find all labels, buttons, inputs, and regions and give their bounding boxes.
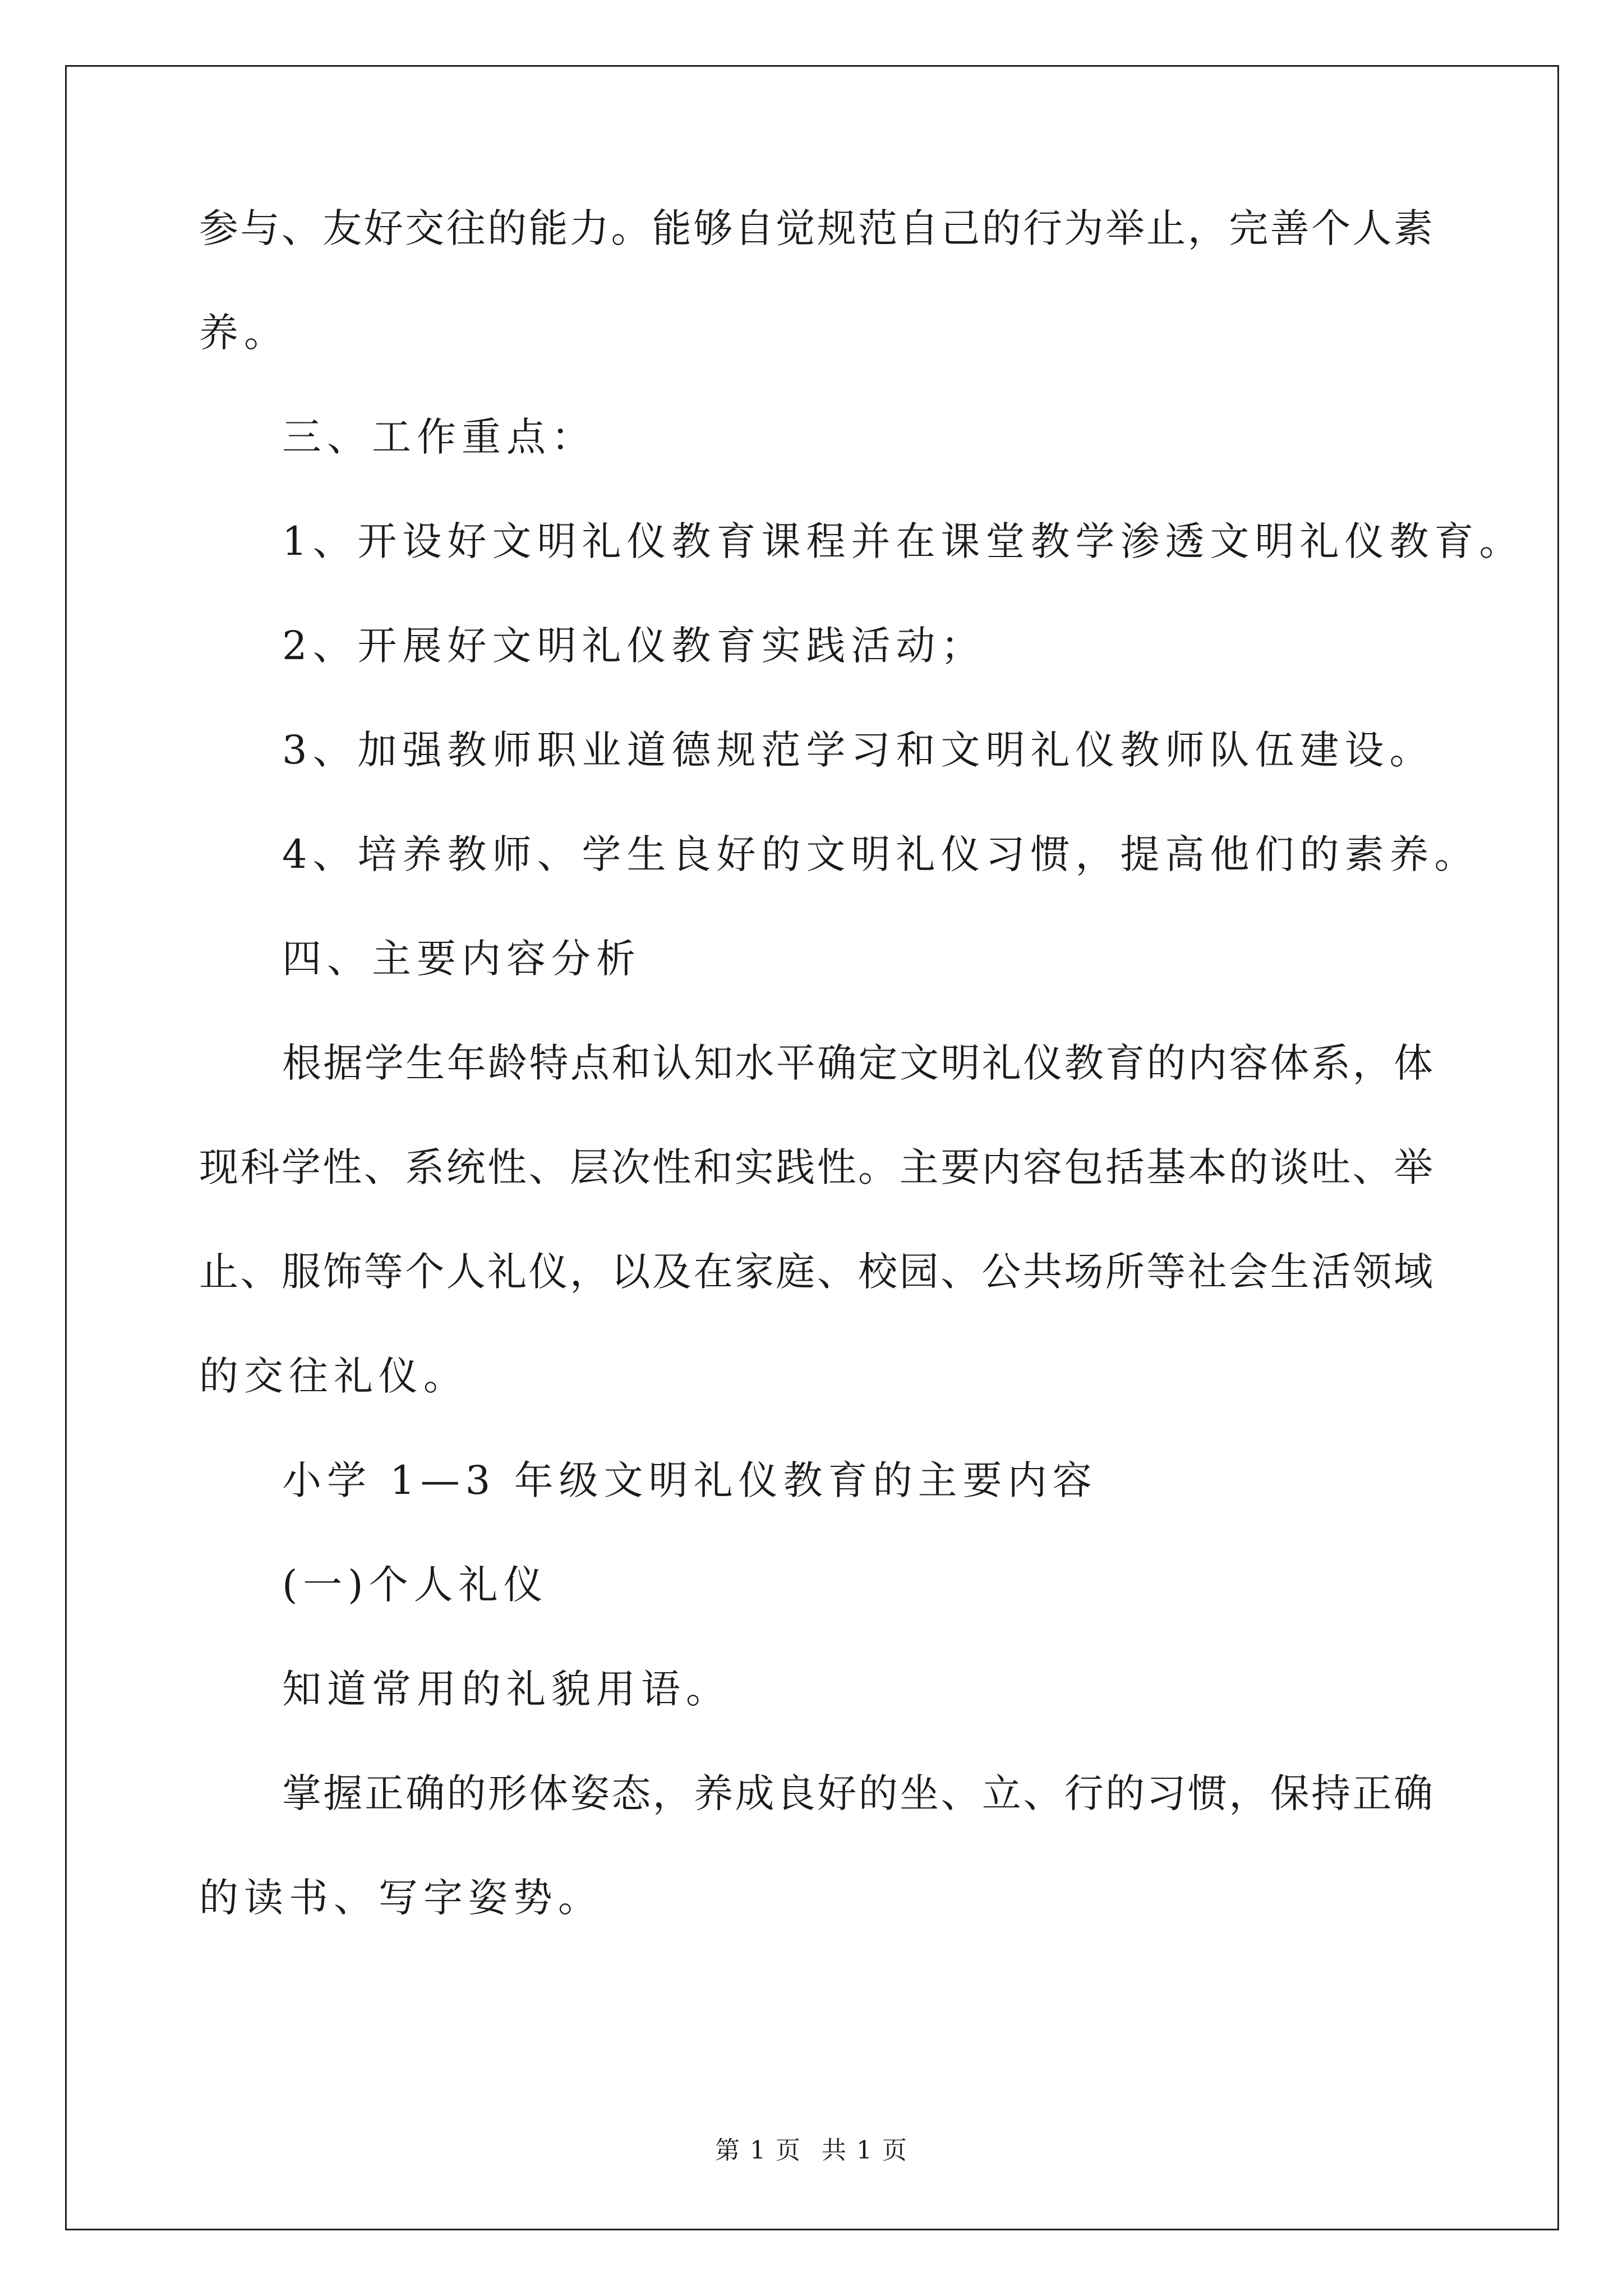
list-item: 4、培养教师、学生良好的文明礼仪习惯，提高他们的素养。 bbox=[282, 831, 1479, 877]
paragraph-line: 知道常用的礼貌用语。 bbox=[282, 1666, 731, 1712]
subsection-heading: (一)个人礼仪 bbox=[282, 1562, 548, 1608]
subsection-heading: 小学 1—3 年级文明礼仪教育的主要内容 bbox=[282, 1457, 1098, 1503]
paragraph-line: 根据学生年龄特点和认知水平确定文明礼仪教育的内容体系，体 bbox=[282, 1040, 1433, 1086]
page-number: 第 1 页 bbox=[715, 2136, 801, 2165]
paragraph-line: 养。 bbox=[199, 310, 289, 356]
page-footer bbox=[0, 2138, 1623, 2163]
paragraph-line: 的读书、写字姿势。 bbox=[199, 1875, 603, 1921]
paragraph-line: 止、服饰等个人礼仪，以及在家庭、校园、公共场所等社会生活领域 bbox=[199, 1249, 1433, 1295]
section-heading: 四、主要内容分析 bbox=[282, 936, 641, 982]
paragraph-line: 参与、友好交往的能力。能够自觉规范自己的行为举止，完善个人素 bbox=[199, 205, 1433, 251]
list-item: 1、开设好文明礼仪教育课程并在课堂教学渗透文明礼仪教育。 bbox=[282, 518, 1524, 564]
section-heading: 三、工作重点： bbox=[282, 414, 596, 460]
page-total: 共 1 页 bbox=[822, 2136, 908, 2165]
paragraph-line: 现科学性、系统性、层次性和实践性。主要内容包括基本的谈吐、举 bbox=[199, 1144, 1433, 1190]
paragraph-line: 掌握正确的形体姿态，养成良好的坐、立、行的习惯，保持正确 bbox=[282, 1770, 1433, 1816]
paragraph-line: 的交往礼仪。 bbox=[199, 1353, 468, 1399]
list-item: 3、加强教师职业道德规范学习和文明礼仪教师队伍建设。 bbox=[282, 727, 1435, 773]
list-item: 2、开展好文明礼仪教育实践活动； bbox=[282, 623, 986, 669]
